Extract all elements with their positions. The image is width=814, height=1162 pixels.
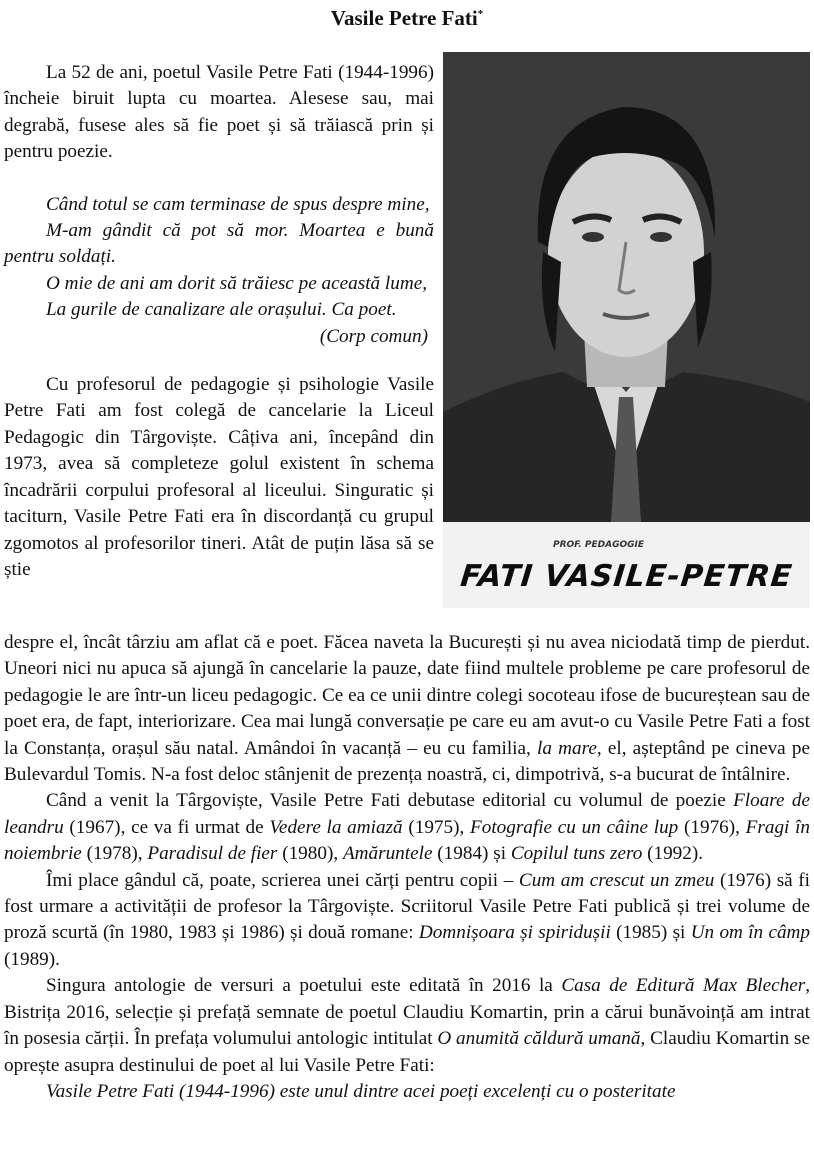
poem-quote	[4, 192, 434, 350]
title-text: Vasile Petre Fati	[330, 6, 478, 30]
poem-line: La gurile de canalizare ale orașului. Ca poet.	[46, 299, 397, 321]
paragraph-anthology: Singura antologie de versuri a poetului este editată în 2016 la Casa de Editură Max Blecher, Bistrița 2016, selecție și prefață semnate de poetul Claudiu Komartin, prin a cărui bunăvoință am intrat în posesia cărții. În prefața volumului antologic intitulat O anumită căldură umană, Claudiu Komartin se oprește asupra destinului de poet al lui Vasile Petre Fati:	[4, 975, 811, 1076]
paragraph-prose: Îmi place gândul că, poate, scrierea unei cărți pentru copii – Cum am crescut un zmeu (1976) să fi fost urmare a activității de profesor la Târgoviște. Scriitorul Vasile Petre Fati publică și trei volume de proză scurtă (în 1980, 1983 și 1986) și două romane: Domnișoara și spiridușii (1985) și Un om în câmp (1989).	[4, 869, 811, 970]
portrait-image	[443, 52, 810, 608]
footnote-mark: *	[477, 8, 484, 20]
poem-line: M-am gândit că pot să mor. Moartea e bună pentru soldați.	[4, 220, 434, 268]
photo-caption: FATI VASILE-PETRE	[458, 559, 795, 594]
left-column	[4, 60, 434, 583]
poem-line: Când totul se cam terminase de spus despre mine,	[46, 193, 430, 215]
portrait-photo	[443, 52, 810, 608]
poem-source: (Corp comun)	[319, 325, 428, 347]
paragraph-colleague: Cu profesorul de pedagogie și psihologie Vasile Petre Fati am fost colegă de cancelarie la Liceul Pedagogic din Târgoviște. Câțiva ani, începând din 1973, avea să completeze golul existent în schema încadrării corpului profesoral al liceului. Singuratic și taciturn, Vasile Petre Fati era în discordanță cu grupul zgomotos al profesorilor tineri. Atât de puțin lăsa să se știe	[4, 374, 434, 580]
intro-paragraph: La 52 de ani, poetul Vasile Petre Fati (1944-1996) încheie biruit lupta cu moartea. Alesese sau, mai degrabă, fusese ales să fie poet și să trăiască prin și pentru poezie.	[4, 62, 434, 163]
paragraph-volumes: Când a venit la Târgoviște, Vasile Petre Fati debutase editorial cu volumul de poezie Floare de leandru (1967), ce va fi urmat de Vedere la amiază (1975), Fotografie cu un câine lup (1976), Fragi în noiembrie (1978), Paradisul de fier (1980), Amăruntele (1984) și Copilul tuns zero (1992).	[4, 790, 811, 865]
page-title	[0, 2, 814, 30]
caption-small-text: PROF. PEDAGOGIE	[553, 540, 644, 550]
full-width-text	[4, 630, 810, 1105]
paragraph-continued: despre el, încât târziu am aflat că e poet. Făcea naveta la București și nu avea niciodată timp de pierdut. Uneori nici nu apuca să ajungă în cancelarie la pauze, date fiind multele probleme pe care profesorul de pedagogie le are într-un liceu pedagogic. Ce ea ce unii dintre colegi socoteau ifose de bucureștean sau de poet era, de fapt, interiorizare. Cea mai lungă conversație pe care eu am avut-o cu Vasile Petre Fati a fost la Constanța, orașul său natal. Amândoi în vacanță – eu cu familia, la mare, el, așteptând pe cineva pe Bulevardul Tomis. N-a fost deloc stânjenit de prezența noastră, ci, dimpotrivă, s-a bucurat de întâlnire.	[4, 632, 810, 786]
poem-line: O mie de ani am dorit să trăiesc pe această lume,	[46, 272, 428, 294]
paragraph-quote-start: Vasile Petre Fati (1944-1996) este unul dintre acei poeți excelenți cu o posteritate	[46, 1080, 676, 1102]
